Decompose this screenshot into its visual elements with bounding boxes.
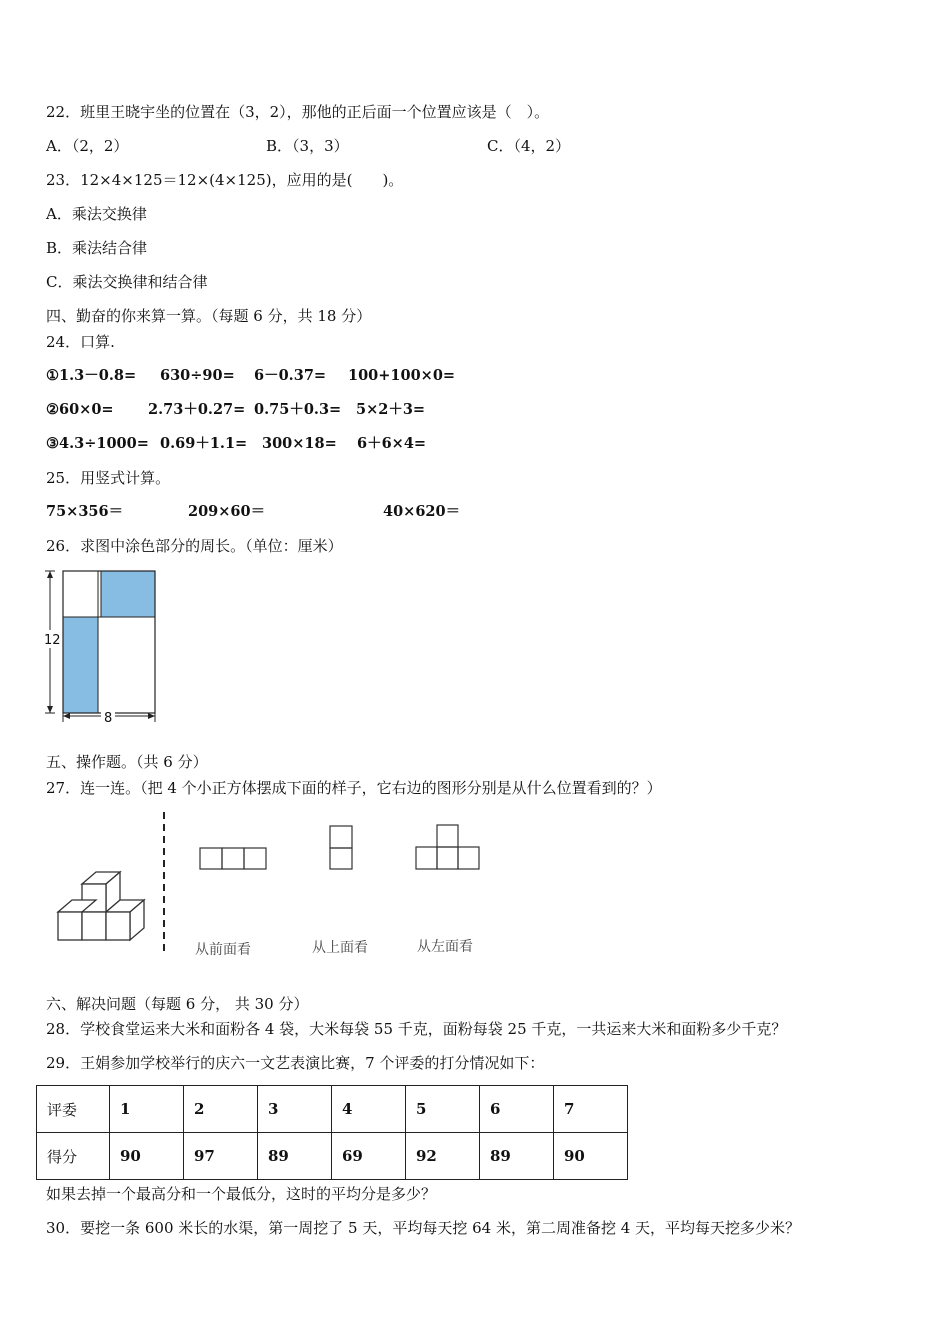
cube-stack <box>58 872 144 940</box>
table-cell: 89 <box>258 1133 332 1180</box>
q28-stem: 28．学校食堂运来大米和面粉各 4 袋，大米每袋 55 千克，面粉每袋 25 千克，一共运来大米和面粉多少千克？ <box>46 1020 787 1038</box>
section4-title: 四、勤奋的你来算一算。（每题 6 分，共 18 分） <box>46 307 372 325</box>
q24-calc: ②60×0= <box>46 401 114 418</box>
q24-stem: 24．口算. <box>46 333 115 351</box>
arrow-head <box>47 706 53 713</box>
q24-calc: 0.69＋1.1= <box>160 435 248 452</box>
section5-title: 五、操作题。（共 6 分） <box>46 753 208 771</box>
q24-calc: 630÷90= <box>160 367 235 384</box>
table-header-cell: 评委 <box>37 1086 110 1133</box>
shaded-rect-left <box>63 617 98 713</box>
q24-calc: 2.73＋0.27= <box>148 401 246 418</box>
table-cell: 97 <box>184 1133 258 1180</box>
q29-question: 如果去掉一个最高分和一个最低分，这时的平均分是多少？ <box>46 1185 437 1203</box>
q24-calc: 6－0.37= <box>254 367 327 384</box>
q25-item: 209×60＝ <box>188 503 266 520</box>
table-row <box>37 1086 628 1133</box>
front-view-shape <box>200 848 266 869</box>
width-label: 8 <box>104 711 113 726</box>
view-label-front: 从前面看 <box>195 942 251 958</box>
q23-option-b[interactable]: B．乘法结合律 <box>46 239 148 257</box>
q22-option-c[interactable]: C．（4，2） <box>487 137 571 155</box>
score-table <box>36 1085 628 1180</box>
table-cell: 69 <box>332 1133 406 1180</box>
q24-calc: 6＋6×4= <box>357 435 427 452</box>
q24-calc: 300×18= <box>262 435 337 452</box>
table-cell: 90 <box>110 1133 184 1180</box>
view-label-left: 从左面看 <box>417 939 473 955</box>
view-label-top: 从上面看 <box>312 940 368 956</box>
table-cell: 5 <box>406 1086 480 1133</box>
table-row <box>37 1133 628 1180</box>
table-cell: 92 <box>406 1133 480 1180</box>
arrow-head <box>148 713 155 719</box>
table-cell: 1 <box>110 1086 184 1133</box>
q30-stem: 30．要挖一条 600 米长的水渠，第一周挖了 5 天，平均每天挖 64 米，第二周准备挖 4 天，平均每天挖多少米？ <box>46 1219 801 1237</box>
table-cell: 6 <box>480 1086 554 1133</box>
table-cell: 4 <box>332 1086 406 1133</box>
q23-option-c[interactable]: C．乘法交换律和结合律 <box>46 273 208 291</box>
table-cell: 7 <box>554 1086 628 1133</box>
table-cell: 90 <box>554 1133 628 1180</box>
q24-calc: ①1.3－0.8= <box>46 367 137 384</box>
q24-calc: 100+100×0= <box>348 367 456 384</box>
q25-item: 75×356＝ <box>46 503 124 520</box>
q22-option-a[interactable]: A．（2，2） <box>46 137 129 155</box>
q24-calc: 5×2＋3= <box>356 401 426 418</box>
q24-calc: ③4.3÷1000= <box>46 435 149 452</box>
q23-option-a[interactable]: A．乘法交换律 <box>46 205 147 223</box>
q27-figure <box>40 806 510 976</box>
shaded-rect-top <box>101 571 155 617</box>
q24-calc: 0.75＋0.3= <box>254 401 342 418</box>
q22-option-b[interactable]: B．（3，3） <box>266 137 349 155</box>
q27-stem: 27．连一连。（把 4 个小正方体摆成下面的样子，它右边的图形分别是从什么位置看到的？） <box>46 779 662 797</box>
top-view-shape <box>330 826 352 869</box>
q23-stem: 23．12×4×125＝12×(4×125)，应用的是( )。 <box>46 171 404 189</box>
height-label: 12 <box>44 633 61 648</box>
table-header-cell: 得分 <box>37 1133 110 1180</box>
table-cell: 89 <box>480 1133 554 1180</box>
section6-title: 六、解决问题（每题 6 分， 共 30 分） <box>46 995 309 1013</box>
q26-figure <box>40 566 170 730</box>
table-cell: 3 <box>258 1086 332 1133</box>
arrow-head <box>47 571 53 578</box>
q29-stem: 29．王娟参加学校举行的庆六一文艺表演比赛，7 个评委的打分情况如下： <box>46 1054 545 1072</box>
left-view-shape <box>416 825 479 869</box>
table-cell: 2 <box>184 1086 258 1133</box>
q25-item: 40×620＝ <box>383 503 461 520</box>
q22-stem: 22．班里王晓宇坐的位置在（3，2），那他的正后面一个位置应该是（ ）。 <box>46 103 550 121</box>
q25-stem: 25．用竖式计算。 <box>46 469 171 487</box>
arrow-head <box>63 713 70 719</box>
q26-stem: 26．求图中涂色部分的周长。（单位：厘米） <box>46 537 343 555</box>
